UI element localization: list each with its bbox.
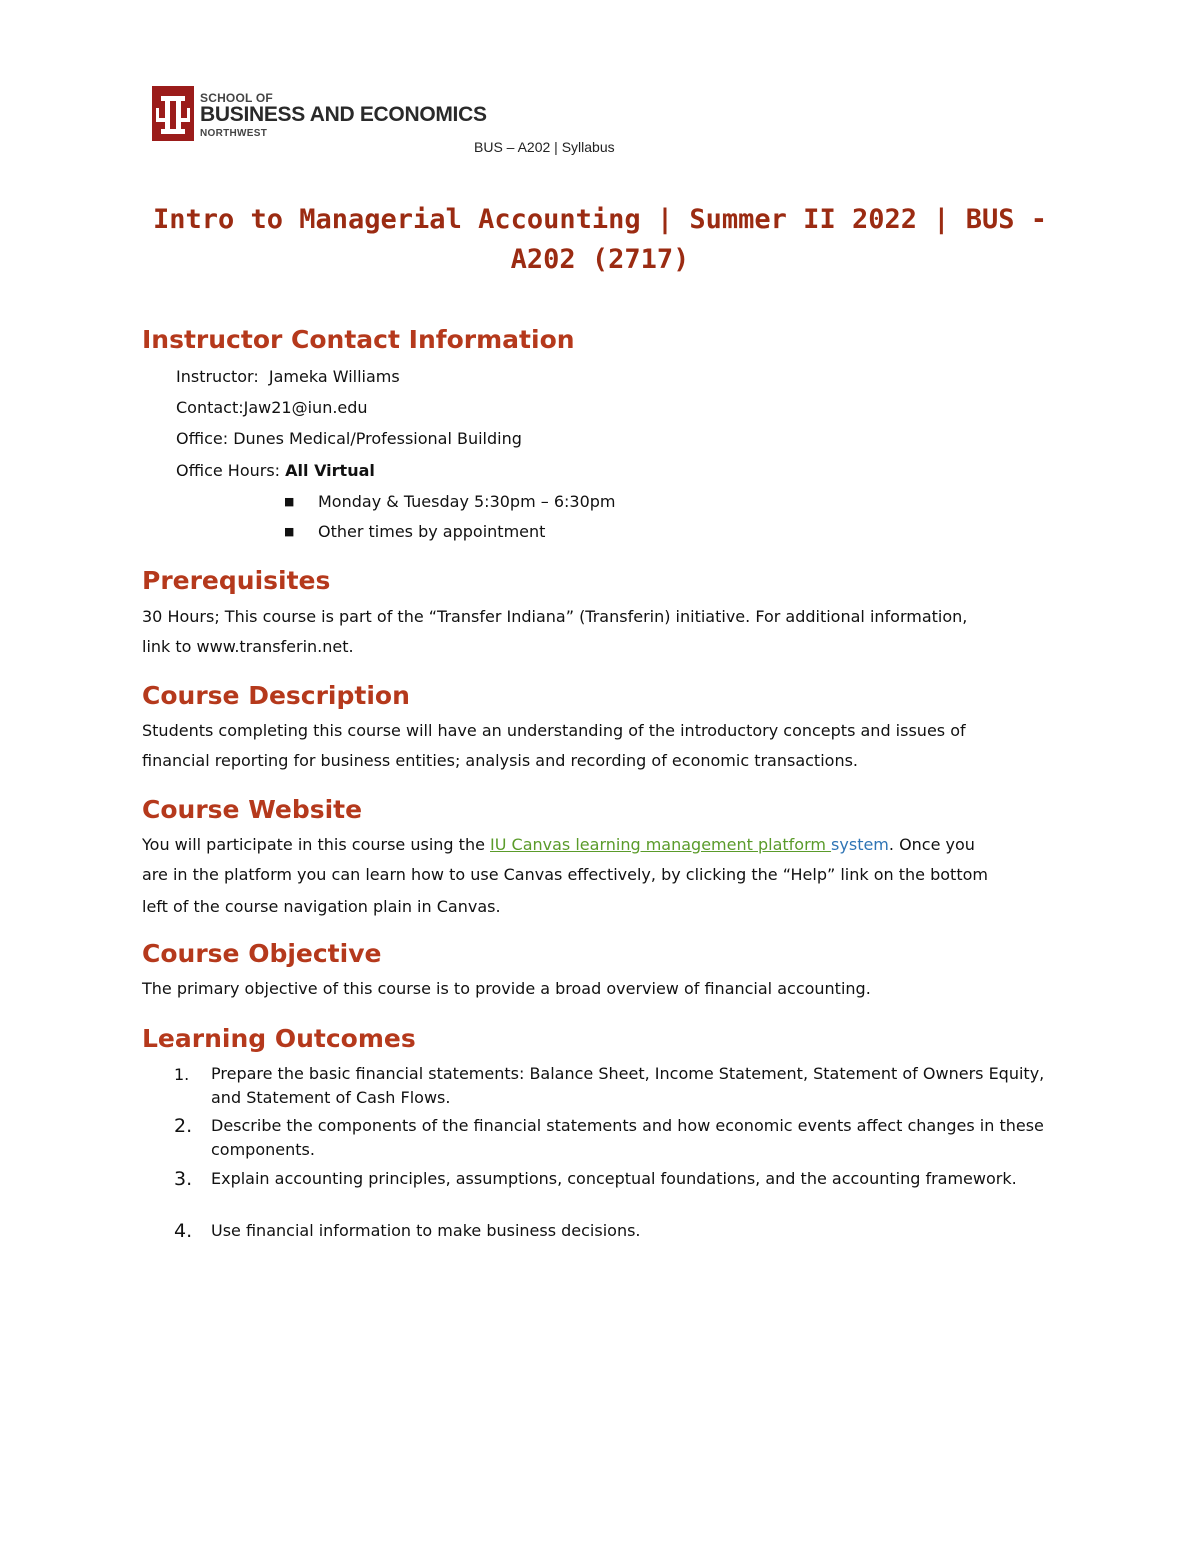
heading-course-objective: Course Objective: [142, 939, 382, 968]
office-value: Dunes Medical/Professional Building: [233, 429, 522, 448]
website-line-1: [142, 830, 975, 860]
description-line-2: financial reporting for business entities; analysis and recording of economic transactions.: [142, 751, 858, 770]
title-line-1: Intro to Managerial Accounting | Summer II 2022 | BUS -: [152, 204, 1048, 235]
instructor-line: [176, 362, 400, 392]
document-title: [130, 200, 1070, 280]
contact-label: Contact:: [176, 398, 244, 417]
office-line: [176, 424, 522, 454]
outcome-number: 2.: [174, 1115, 193, 1137]
outcome-number: 3.: [174, 1168, 193, 1190]
canvas-platform-link[interactable]: IU Canvas learning management platform: [490, 835, 832, 854]
iu-trident-icon: [152, 86, 194, 141]
office-label: Office:: [176, 429, 229, 448]
outcome-number: 4.: [174, 1220, 193, 1242]
website-text-prefix: You will participate in this course using the: [142, 835, 491, 854]
objective-text: The primary objective of this course is to provide a broad overview of financial accounting.: [142, 979, 871, 998]
outcome-item: Describe the components of the financial statements and how economic events affect changes in these components.: [211, 1116, 1044, 1159]
square-bullet-icon: ■: [284, 495, 295, 508]
office-hours-item-1: Monday & Tuesday 5:30pm – 6:30pm: [318, 492, 616, 511]
heading-course-description: Course Description: [142, 681, 410, 710]
system-link-text: system: [831, 835, 889, 854]
heading-course-website: Course Website: [142, 795, 363, 824]
office-hours-line: [176, 456, 375, 486]
logo-line-northwest: NORTHWEST: [200, 128, 268, 139]
heading-prerequisites: Prerequisites: [142, 566, 331, 595]
outcome-item: Explain accounting principles, assumptions, conceptual foundations, and the accounting framework.: [211, 1169, 1017, 1188]
description-line-1: Students completing this course will have an understanding of the introductory concepts and issues of: [142, 721, 966, 740]
logo-line-school: SCHOOL OF: [200, 91, 273, 105]
website-line-3: left of the course navigation plain in Canvas.: [142, 897, 501, 916]
heading-instructor-contact: Instructor Contact Information: [142, 325, 575, 354]
instructor-label: Instructor:: [176, 367, 259, 386]
website-line-2: are in the platform you can learn how to use Canvas effectively, by clicking the “Help” link on the bottom: [142, 865, 988, 884]
outcome-number: 1.: [174, 1065, 190, 1084]
outcome-item: Use financial information to make business decisions.: [211, 1221, 641, 1240]
square-bullet-icon: ■: [284, 525, 295, 538]
office-hours-value: All Virtual: [285, 461, 375, 480]
website-text-suffix: . Once you: [888, 835, 975, 854]
office-hours-item-2: Other times by appointment: [318, 522, 546, 541]
document-label: BUS – A202 | Syllabus: [474, 139, 615, 155]
prerequisites-line-2: link to www.transferin.net.: [142, 637, 354, 656]
heading-learning-outcomes: Learning Outcomes: [142, 1024, 416, 1053]
instructor-name: Jameka Williams: [268, 367, 400, 386]
office-hours-label: Office Hours:: [176, 461, 281, 480]
prerequisites-line-1: 30 Hours; This course is part of the “Transfer Indiana” (Transferin) initiative. For additional information,: [142, 607, 968, 626]
outcome-item: Prepare the basic financial statements: Balance Sheet, Income Statement, Statement of Owners Equity, and Statement of Cash Flows.: [211, 1064, 1045, 1107]
school-logo: [150, 84, 487, 144]
title-line-2: A202 (2717): [510, 244, 690, 275]
contact-email-link[interactable]: Jaw21@iun.edu: [243, 398, 368, 417]
contact-line: [176, 393, 368, 423]
logo-line-business: BUSINESS AND ECONOMICS: [200, 103, 487, 126]
